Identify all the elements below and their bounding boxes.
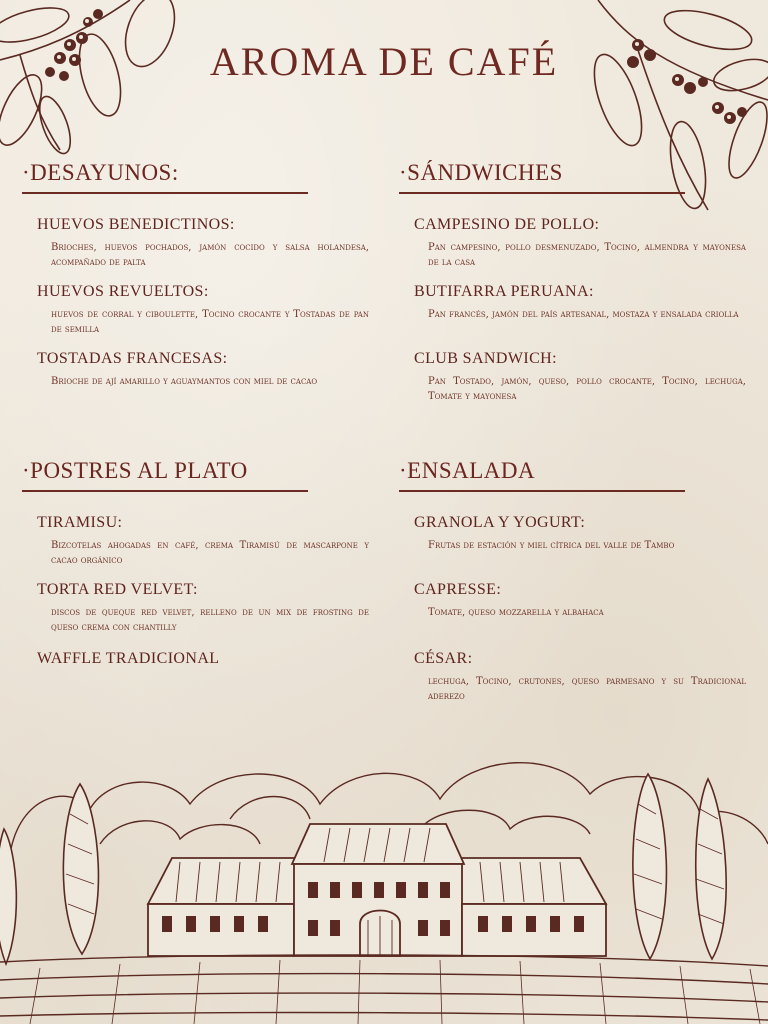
menu-item: [414, 581, 746, 620]
item-description: discos de queque red velvet, relleno de un mix de frosting de queso crema con chantilly: [51, 607, 369, 633]
item-name: TORTA RED VELVET:: [37, 581, 198, 598]
item-name: CAPRESSE:: [414, 581, 502, 598]
item-name: CÉSAR:: [414, 650, 473, 667]
menu-item: [414, 283, 746, 322]
section-heading: ·ENSALADA: [399, 458, 685, 492]
menu-item: [37, 350, 369, 389]
menu-item: [37, 216, 369, 270]
section-heading: ·SÁNDWICHES: [399, 160, 685, 194]
item-name: GRANOLA Y YOGURT:: [414, 514, 586, 531]
section-desayunos: [22, 160, 368, 420]
item-description: Frutas de estación y miel cítrica del valle de Tambo: [428, 540, 675, 551]
item-name: WAFFLE TRADICIONAL: [37, 650, 220, 667]
item-description: Pan Tostado, jamón, queso, pollo crocante, Tocino, lechuga, Tomate y mayonesa: [428, 376, 746, 402]
menu-item: [414, 216, 746, 270]
menu-title: AROMA DE CAFÉ: [209, 39, 559, 84]
item-name: CLUB SANDWICH:: [414, 350, 557, 367]
menu-item: [37, 650, 369, 668]
item-description: Pan campesino, pollo desmenuzado, Tocino, almendra y mayonesa de la casa: [428, 242, 746, 268]
item-name: HUEVOS REVUELTOS:: [37, 283, 209, 300]
item-name: BUTIFARRA PERUANA:: [414, 283, 594, 300]
item-name: CAMPESINO DE POLLO:: [414, 216, 600, 233]
section-heading: ·DESAYUNOS:: [22, 160, 308, 194]
menu-item: [37, 514, 369, 568]
item-name: HUEVOS BENEDICTINOS:: [37, 216, 235, 233]
coffee-branch-left-illustration: [0, 0, 190, 170]
menu-item: [414, 350, 746, 404]
item-description: Brioches, huevos pochados, jamón cocido y salsa holandesa, acompañado de palta: [51, 242, 369, 268]
item-description: Bizcotelas ahogadas en café, crema Tiramisú de mascarpone y cacao orgánico: [51, 540, 369, 566]
section-sandwiches: [399, 160, 745, 420]
item-description: Tomate, queso mozzarella y albahaca: [428, 607, 604, 618]
menu-item: [414, 650, 746, 704]
menu-item: [414, 514, 746, 553]
item-description: Pan francés, jamón del país artesanal, mostaza y ensalada criolla: [428, 309, 739, 320]
menu-item: [37, 581, 369, 635]
section-heading: ·POSTRES AL PLATO: [22, 458, 308, 492]
menu-item: [37, 283, 369, 337]
item-name: TOSTADAS FRANCESAS:: [37, 350, 228, 367]
section-ensalada: [399, 458, 745, 718]
item-description: huevos de corral y ciboulette, Tocino crocante y Tostadas de pan de semilla: [51, 309, 369, 335]
farmhouse-landscape-illustration: [0, 734, 768, 1024]
section-postres: [22, 458, 368, 718]
item-description: Brioche de ají amarillo y aguaymantos con miel de cacao: [51, 376, 318, 387]
item-name: TIRAMISU:: [37, 514, 123, 531]
item-description: lechuga, Tocino, crutones, queso parmesano y su Tradicional aderezo: [428, 676, 746, 702]
